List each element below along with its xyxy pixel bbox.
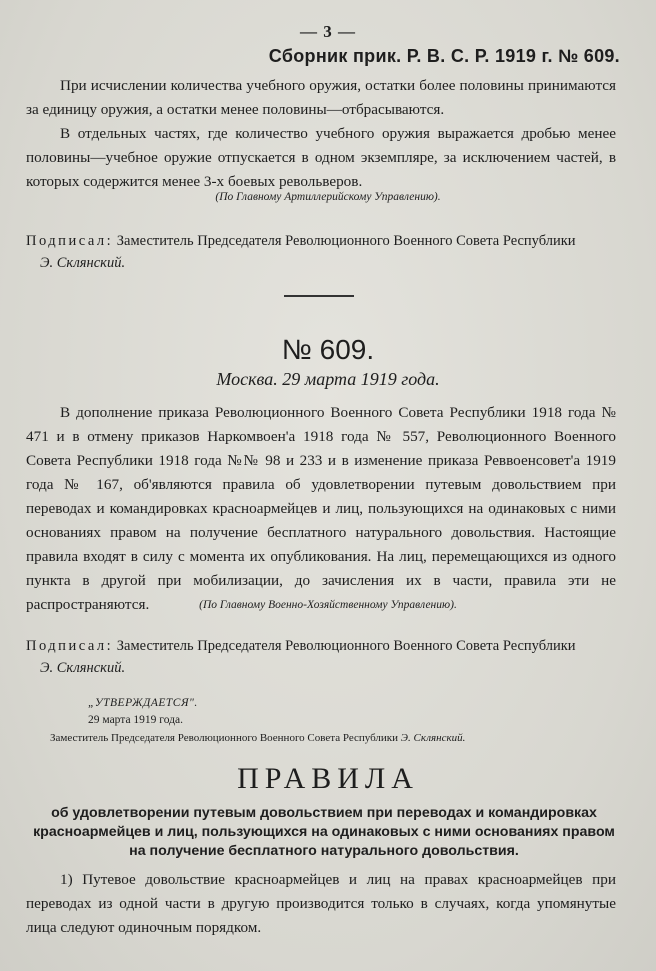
signer-name: Э. Склянский. — [40, 660, 126, 676]
page-number: — 3 — — [300, 22, 356, 41]
collection-title: Сборник прик. Р. В. С. Р. 1919 г. № 609. — [268, 46, 620, 66]
signature-block — [26, 230, 622, 274]
paragraph: В отдельных частях, где количество учебного оружия выражается дробью менее половины—учебное оружие отпускается в одном экземпляре, за исключением частей, в которых содержится менее 3-х боевых револьверов. — [26, 125, 616, 190]
attribution: (По Главному Артиллерийскому Управлению). — [215, 191, 441, 203]
approval-stamp: „УТВЕРЖДАЕТСЯ". — [88, 697, 198, 709]
attribution: (По Главному Военно-Хозяйственному Управлению). — [199, 599, 457, 611]
order-text — [26, 401, 616, 617]
approval-title: Заместитель Председателя Революционного Военного Совета Республики — [50, 732, 399, 744]
approval-name: Э. Склянский. — [400, 732, 466, 744]
paragraph: При исчислении количества учебного оружия, остатки более половины принимаются за единицу оружия, а остатки менее половины—отбрасываются. — [26, 77, 616, 118]
signed-label: Подписал: — [26, 638, 114, 654]
signer-name: Э. Склянский. — [40, 255, 126, 271]
signed-title: Заместитель Председателя Революционного Военного Совета Республики — [116, 638, 576, 654]
paragraph: 1) Путевое довольствие красноармейцев и лиц на правах красноармейцев при переводах из одной части в другую производится только в случаях, когда упомянутые лица следуют одиночным порядком. — [26, 871, 616, 936]
paragraph: В дополнение приказа Революционного Военного Совета Республики 1918 года № 471 и в отмену приказов Наркомвоен'а 1918 года № 557, Революционного Военного Совета Республики 1918 года №№ 98 и 233 и в изменение приказа Реввоенсовет'а 1919 года № 167, об'являются правила об удовлетворении путевым довольствием при переводах и командировках красноармейцев и лиц, пользующихся на одинаковых с ними основаниях правом на получение бесплатного натурального довольствия. Настоящие правила входят в силу с момента их опубликования. На лиц, перемещающихся из одного пункта в другой при мобилизации, до зачисления их в части, правила эти не распространяются. — [26, 404, 616, 613]
signed-label: Подписал: — [26, 233, 114, 249]
signature-block — [26, 635, 622, 679]
approval-date: 29 марта 1919 года. — [88, 714, 183, 726]
rules-subtitle: об удовлетворении путевым довольствием при переводах и командировках красноармейцев и лиц, пользующихся на одинаковых с ними основаниях правом на получение бесплатного натурального довольствия. — [33, 805, 615, 859]
divider — [284, 295, 354, 297]
intro-text — [26, 74, 616, 194]
order-date: Москва. 29 марта 1919 года. — [216, 369, 440, 389]
rules-text — [26, 868, 616, 940]
approval-signature — [50, 732, 465, 744]
order-number: № 609. — [281, 334, 375, 365]
rules-title: ПРАВИЛА — [237, 762, 419, 795]
signed-title: Заместитель Председателя Революционного Военного Совета Республики — [116, 233, 576, 249]
